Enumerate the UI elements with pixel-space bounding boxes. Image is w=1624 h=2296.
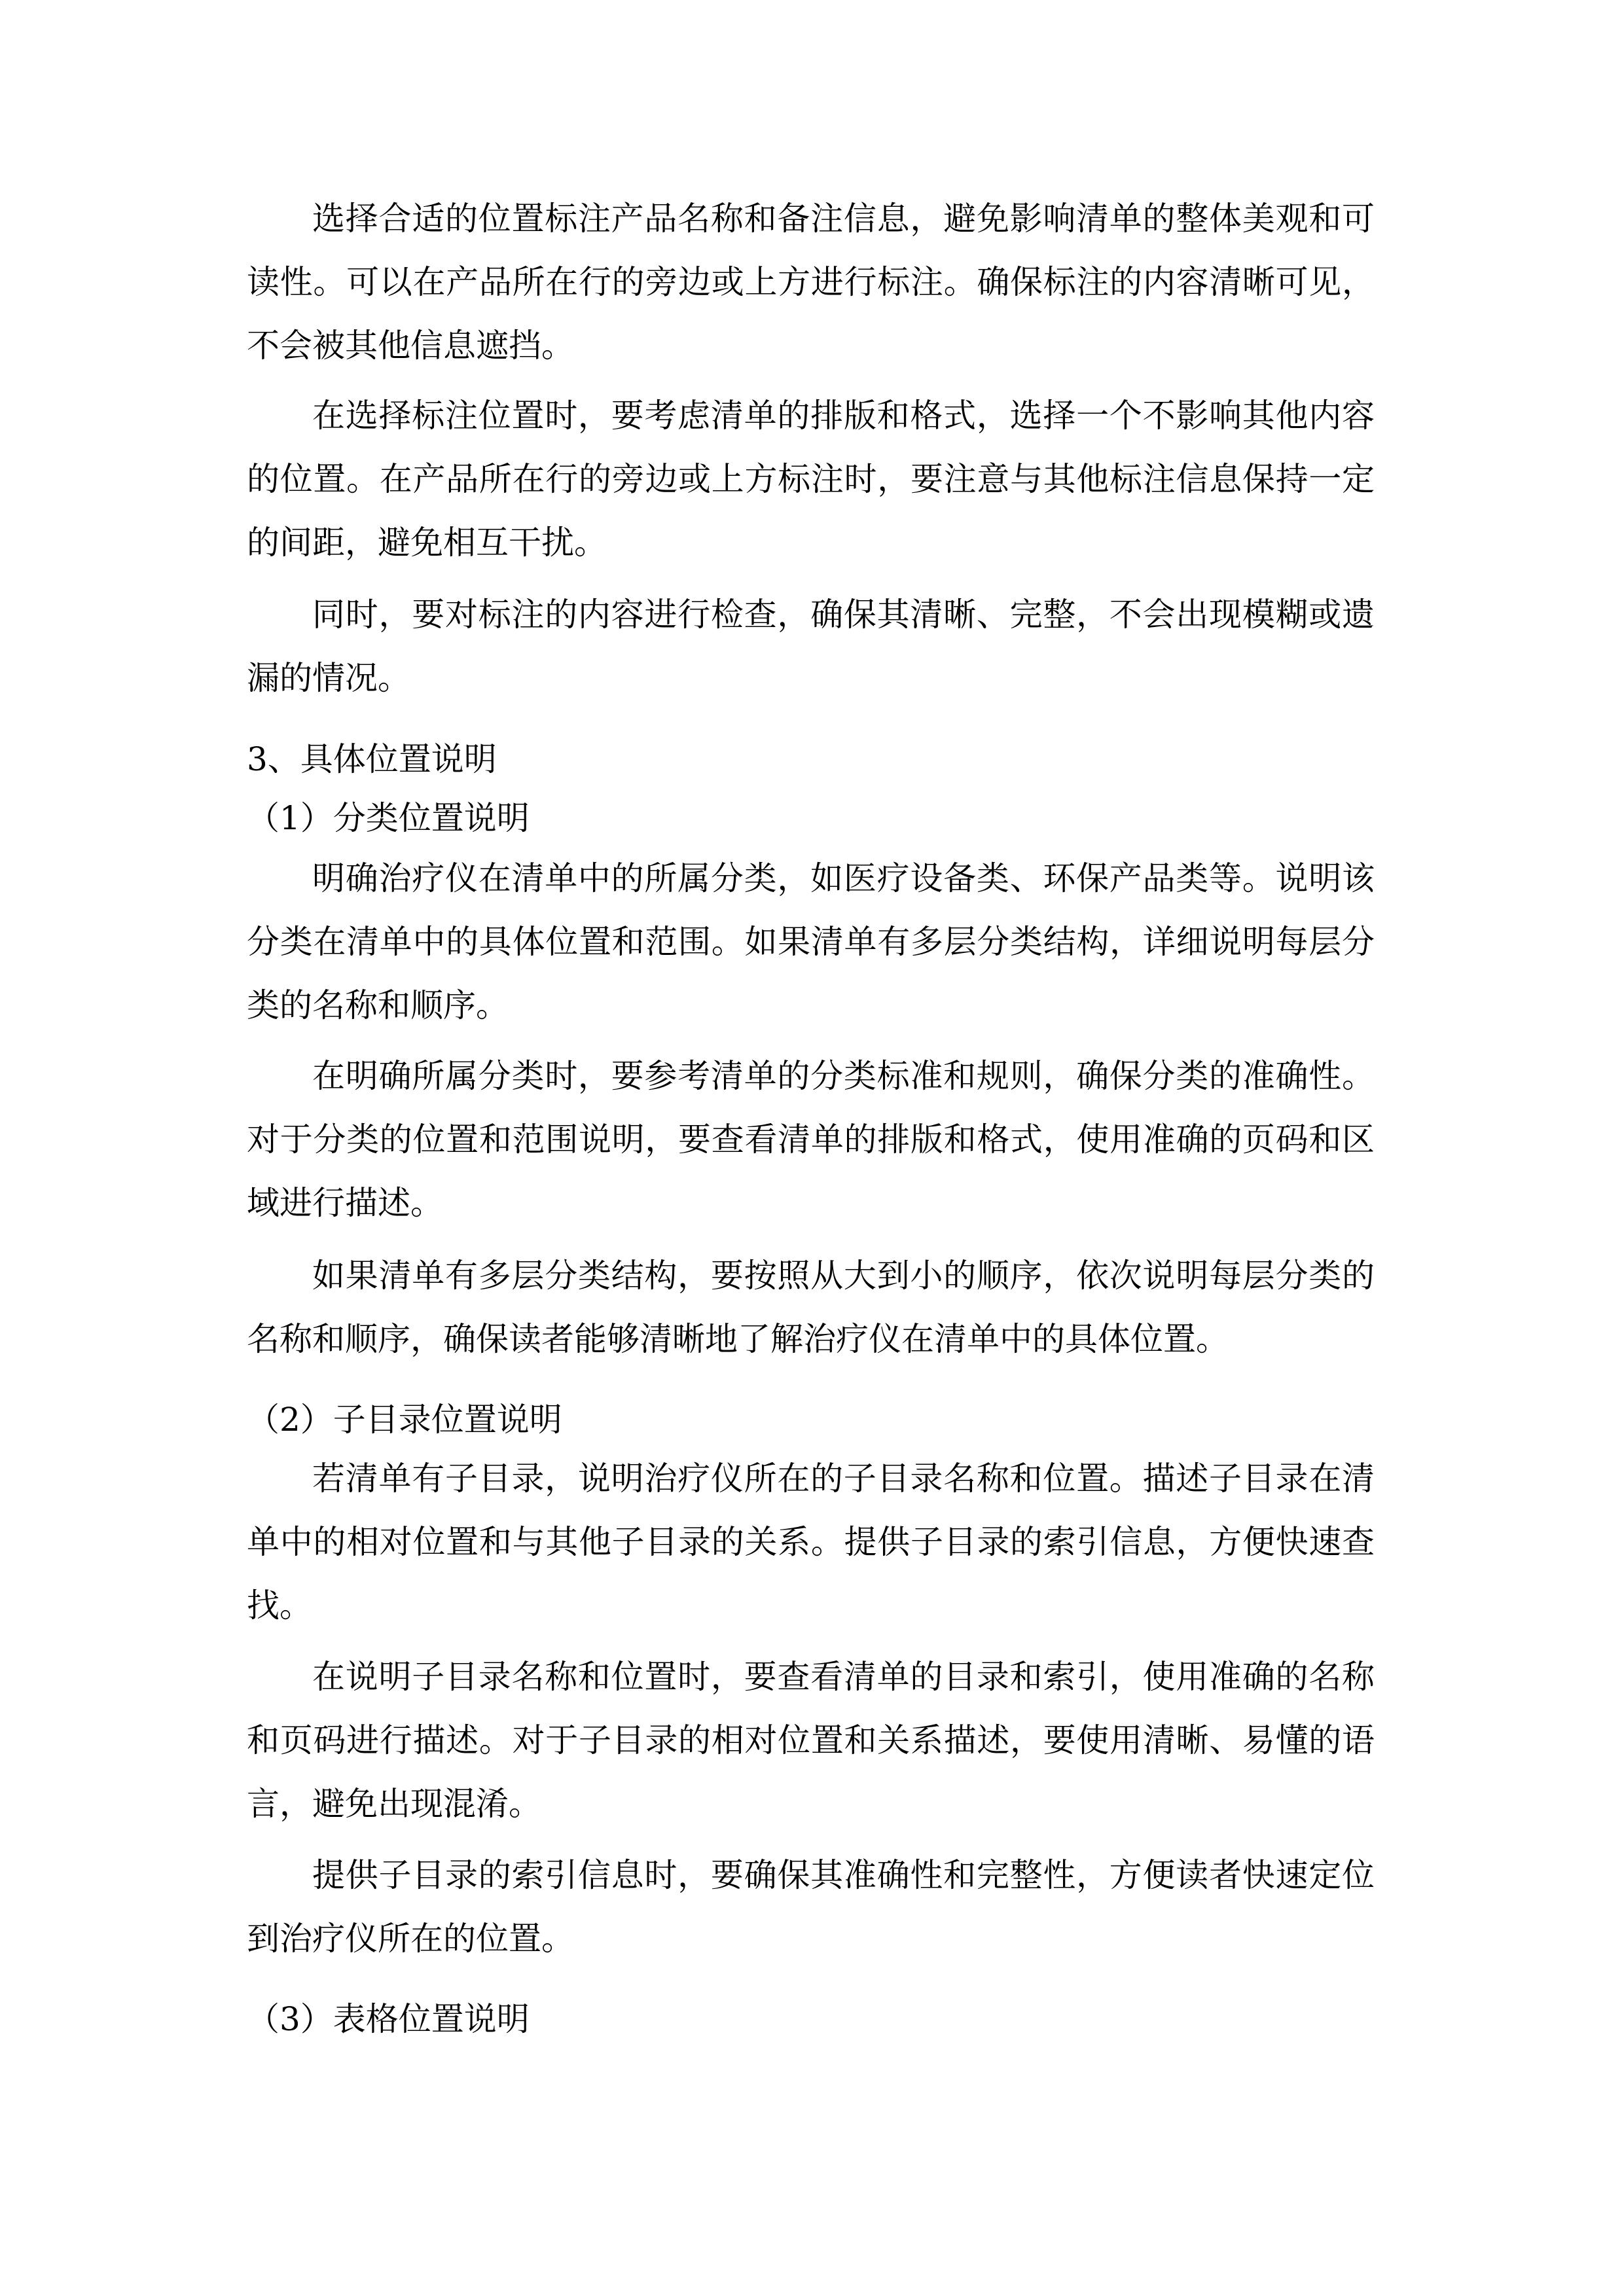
paragraph-line: 选择合适的位置标注产品名称和备注信息，避免影响清单的整体美观和可 (312, 200, 1375, 238)
paragraph-line: 漏的情况。 (247, 659, 410, 697)
paragraph-line: 在选择标注位置时，要考虑清单的排版和格式，选择一个不影响其他内容 (312, 397, 1375, 435)
paragraph-line: 域进行描述。 (247, 1184, 443, 1222)
paragraph-line: 在明确所属分类时，要参考清单的分类标准和规则，确保分类的准确性。 (312, 1057, 1375, 1095)
paragraph-line: 明确治疗仪在清单中的所属分类，如医疗设备类、环保产品类等。说明该 (312, 859, 1375, 897)
paragraph-line: 的间距，避免相互干扰。 (247, 524, 607, 562)
paragraph-line: 不会被其他信息遮挡。 (247, 327, 574, 365)
paragraph-line: 单中的相对位置和与其他子目录的关系。提供子目录的索引信息，方便快速查 (247, 1523, 1375, 1561)
paragraph-line: 对于分类的位置和范围说明，要查看清单的排版和格式，使用准确的页码和区 (247, 1121, 1375, 1158)
paragraph-line: 提供子目录的索引信息时，要确保其准确性和完整性，方便读者快速定位 (312, 1856, 1375, 1894)
subsection-heading-table-location: （3）表格位置说明 (247, 2000, 530, 2038)
paragraph-line: 分类在清单中的具体位置和范围。如果清单有多层分类结构，详细说明每层分 (247, 923, 1375, 961)
paragraph-line: 同时，要对标注的内容进行检查，确保其清晰、完整，不会出现模糊或遗 (312, 596, 1375, 634)
paragraph-line: 若清单有子目录，说明治疗仪所在的子目录名称和位置。描述子目录在清 (312, 1460, 1375, 1498)
paragraph-line: 在说明子目录名称和位置时，要查看清单的目录和索引，使用准确的名称 (312, 1658, 1375, 1696)
paragraph-line: 读性。可以在产品所在行的旁边或上方进行标注。确保标注的内容清晰可见， (247, 263, 1375, 301)
paragraph-line: 如果清单有多层分类结构，要按照从大到小的顺序，依次说明每层分类的 (312, 1257, 1375, 1295)
paragraph-line: 类的名称和顺序。 (247, 986, 509, 1024)
paragraph-line: 名称和顺序，确保读者能够清晰地了解治疗仪在清单中的具体位置。 (247, 1320, 1229, 1358)
paragraph-line: 到治疗仪所在的位置。 (247, 1920, 574, 1958)
paragraph-line: 的位置。在产品所在行的旁边或上方标注时，要注意与其他标注信息保持一定 (247, 460, 1375, 498)
subsection-heading-subdirectory-location: （2）子目录位置说明 (247, 1401, 562, 1439)
subsection-heading-category-location: （1）分类位置说明 (247, 799, 530, 837)
section-heading-specific-location: 3、具体位置说明 (247, 740, 497, 778)
paragraph-line: 言，避免出现混淆。 (247, 1785, 541, 1823)
paragraph-line: 和页码进行描述。对于子目录的相对位置和关系描述，要使用清晰、易懂的语 (247, 1721, 1375, 1759)
paragraph-line: 找。 (247, 1587, 312, 1624)
